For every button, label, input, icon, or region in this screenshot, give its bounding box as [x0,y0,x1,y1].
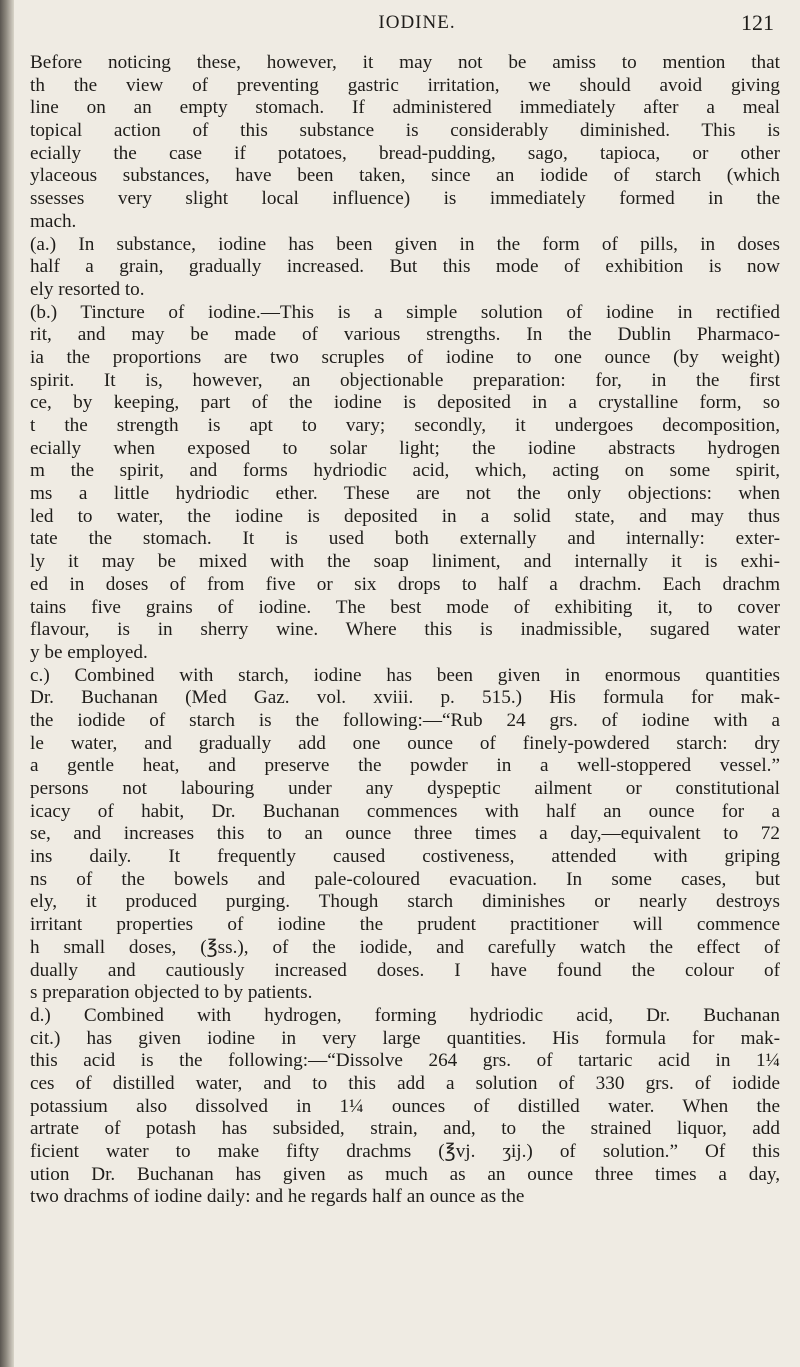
text-line: irritant properties of iodine the prudent practitioner will commence [30,914,780,936]
text-line: mach. [30,210,77,232]
text-line: ly it may be mixed with the soap liniment, and internally it is exhi- [30,551,780,573]
text-line: icacy of habit, Dr. Buchanan commences with half an ounce for a [30,800,780,822]
text-line: cit.) has given iodine in very large quantities. His formula for mak- [30,1027,780,1049]
text-line: ssesses very slight local influence) is immediately formed in the [30,188,780,210]
running-title: IODINE. [378,12,456,33]
text-line: d.) Combined with hydrogen, forming hydriodic acid, Dr. Buchanan [30,1004,780,1026]
text-line: topical action of this substance is considerably diminished. This is [30,120,780,142]
text-line: a gentle heat, and preserve the powder in a well-stoppered vessel.” [30,755,780,777]
text-line: Dr. Buchanan (Med Gaz. vol. xviii. p. 515.) His formula for mak- [30,687,780,709]
binding-gutter [0,0,14,1367]
text-line: h small doses, (℥ss.), of the iodide, and carefully watch the effect of [30,936,780,958]
text-line: rit, and may be made of various strengths. In the Dublin Pharmaco- [30,324,780,346]
text-line: ecially the case if potatoes, bread-pudding, sago, tapioca, or other [30,142,780,164]
text-line: tains five grains of iodine. The best mode of exhibiting it, to cover [30,596,780,618]
text-line: (b.) Tincture of iodine.—This is a simple solution of iodine in rectified [30,301,780,323]
text-line: ylaceous substances, have been taken, since an iodide of starch (which [30,165,780,187]
text-line: le water, and gradually add one ounce of finely-powdered starch: dry [30,732,780,754]
text-line: this acid is the following:—“Dissolve 264 grs. of tartaric acid in 1¼ [30,1050,780,1072]
text-line: Before noticing these, however, it may not be amiss to mention that [30,52,780,73]
text-line: spirit. It is, however, an objectionable preparation: for, in the first [30,369,780,391]
text-line: c.) Combined with starch, iodine has been given in enormous quantities [30,664,780,686]
text-line: ce, by keeping, part of the iodine is deposited in a crystalline form, so [30,392,780,414]
text-line: ely, it produced purging. Though starch diminishes or nearly destroys [30,891,780,913]
text-line: ces of distilled water, and to this add a solution of 330 grs. of iodide [30,1072,780,1094]
text-line: y be employed. [30,641,148,663]
text-line: potassium also dissolved in 1¼ ounces of distilled water. When the [30,1095,780,1117]
text-line: two drachms of iodine daily: and he regards half an ounce as the [30,1186,525,1208]
text-line: the iodide of starch is the following:—“Rub 24 grs. of iodine with a [30,709,780,731]
text-line: led to water, the iodine is deposited in a solid state, and may thus [30,505,780,527]
text-line: ins daily. It frequently caused costiveness, attended with griping [30,846,780,868]
text-line: (a.) In substance, iodine has been given in the form of pills, in doses [30,233,780,255]
text-line: ed in doses of from five or six drops to half a drachm. Each drachm [30,573,780,595]
text-line: th the view of preventing gastric irritation, we should avoid giving [30,74,780,96]
text-line: ecially when exposed to solar light; the iodine abstracts hydrogen [30,437,780,459]
text-line: tate the stomach. It is used both externally and internally: exter- [30,528,780,550]
text-line: se, and increases this to an ounce three times a day,—equivalent to 72 [30,823,780,845]
text-line: ution Dr. Buchanan has given as much as an ounce three times a day, [30,1163,780,1185]
text-line: flavour, is in sherry wine. Where this is inadmissible, sugared water [30,619,780,641]
body-text [30,52,780,1209]
text-line: ms a little hydriodic ether. These are not the only objections: when [30,483,780,505]
text-line: dually and cautiously increased doses. I have found the colour of [30,959,780,981]
text-line: t the strength is apt to vary; secondly, it undergoes decomposition, [30,415,780,436]
text-line: half a grain, gradually increased. But this mode of exhibition is now [30,256,780,278]
text-line: ns of the bowels and pale-coloured evacuation. In some cases, but [30,868,780,890]
page-header [60,10,774,38]
text-line: artrate of potash has subsided, strain, and, to the strained liquor, add [30,1118,780,1140]
text-line: line on an empty stomach. If administered immediately after a meal [30,97,780,119]
text-line: s preparation objected to by patients. [30,982,313,1004]
text-line: ely resorted to. [30,278,145,300]
text-line: ficient water to make fifty drachms (℥vj. ʒij.) of solution.” Of this [30,1141,780,1162]
page-number: 121 [741,10,774,35]
text-line: ia the proportions are two scruples of iodine to one ounce (by weight) [30,346,780,368]
text-line: m the spirit, and forms hydriodic acid, which, acting on some spirit, [30,460,780,482]
text-line: persons not labouring under any dyspeptic ailment or constitutional [30,778,780,799]
